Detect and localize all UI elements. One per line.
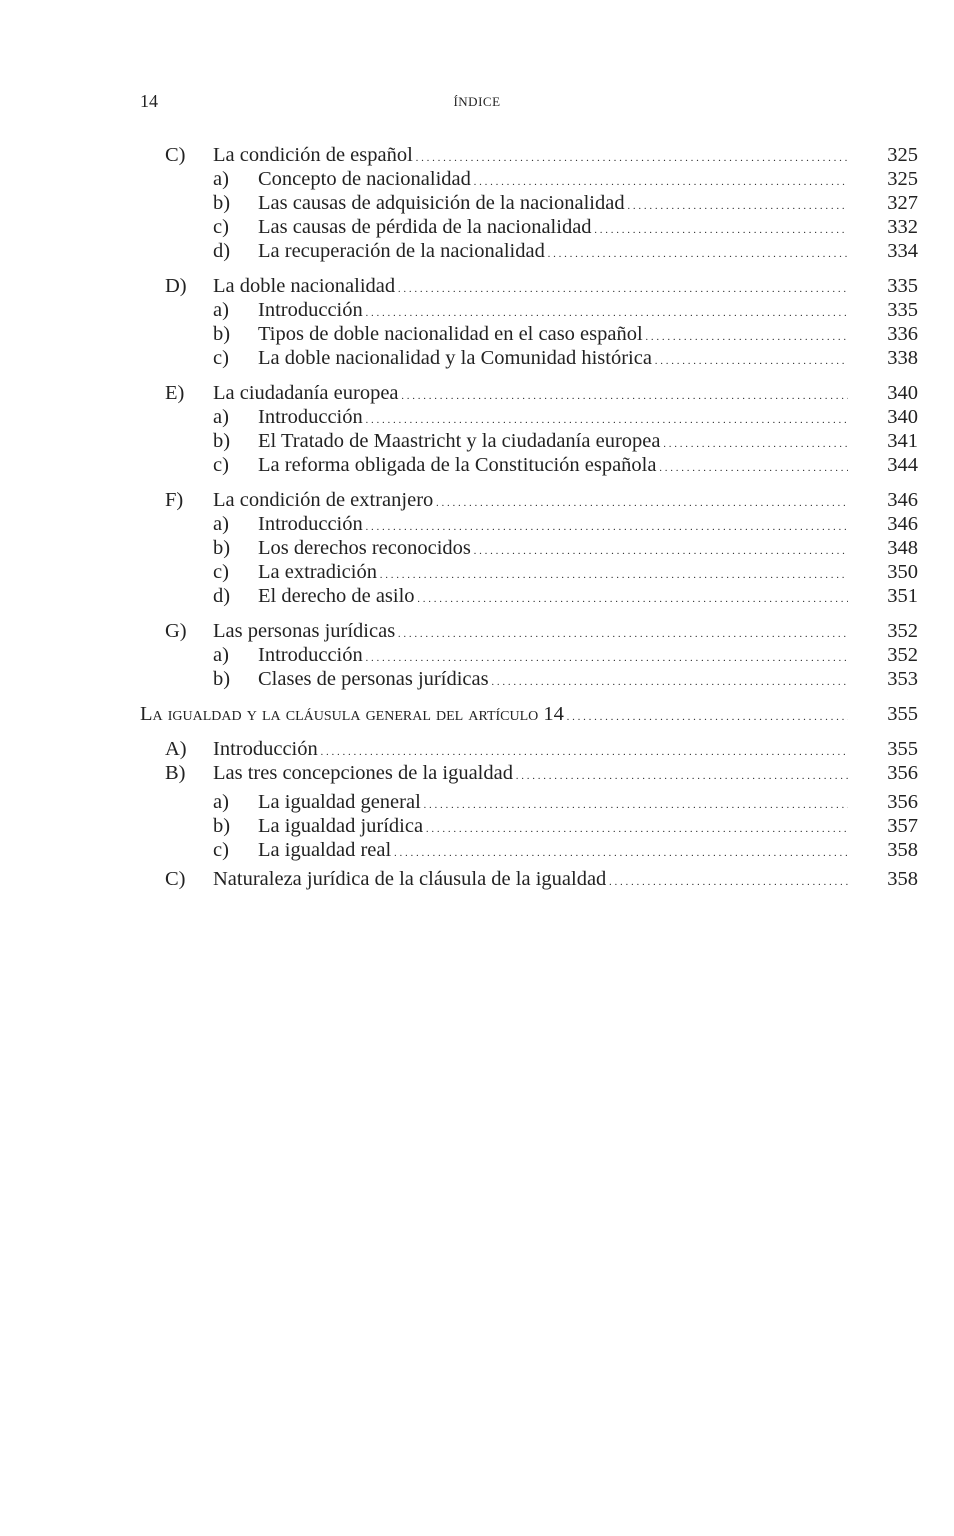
- toc-entry: [140, 215, 918, 239]
- toc-title: La doble nacionalidad y la Comunidad histórica . . .: [258, 346, 848, 373]
- toc-letter: a): [213, 513, 229, 535]
- toc-page: 356: [887, 791, 918, 813]
- toc-entry: [140, 167, 918, 191]
- toc-entry: [140, 838, 918, 862]
- toc-entry: [140, 867, 918, 891]
- toc-page: 352: [887, 644, 918, 666]
- toc-letter: a): [213, 644, 229, 666]
- toc-title: Los derechos reconocidos . . .: [258, 536, 848, 563]
- toc-entry: [140, 488, 918, 512]
- toc-letter: b): [213, 430, 231, 452]
- table-of-contents: [140, 143, 918, 891]
- toc-chapter-entry: [140, 702, 918, 726]
- toc-entry: [140, 667, 918, 691]
- toc-title: La igualdad general . . .: [258, 790, 848, 817]
- toc-entry: [140, 298, 918, 322]
- toc-letter: b): [213, 537, 231, 559]
- toc-entry: [140, 512, 918, 536]
- toc-letter: D): [165, 275, 187, 297]
- toc-letter: F): [165, 489, 184, 511]
- toc-entry: [140, 429, 918, 453]
- toc-letter: a): [213, 791, 229, 813]
- toc-entry: [140, 536, 918, 560]
- toc-entry: [140, 191, 918, 215]
- toc-chapter-title: La igualdad y la cláusula general del artículo 14 . . .: [140, 702, 848, 729]
- toc-entry: [140, 405, 918, 429]
- toc-title: Introducción . . .: [258, 298, 848, 325]
- toc-letter: c): [213, 839, 229, 861]
- toc-title: La recuperación de la nacionalidad . . .: [258, 239, 848, 266]
- toc-title: Las personas jurídicas . . .: [213, 619, 848, 646]
- toc-page: 357: [887, 815, 918, 837]
- toc-entry: [140, 761, 918, 785]
- toc-title: La igualdad jurídica . . .: [258, 814, 848, 841]
- toc-letter: b): [213, 192, 231, 214]
- toc-title: Introducción . . .: [213, 737, 848, 764]
- toc-letter: c): [213, 561, 229, 583]
- toc-letter: c): [213, 347, 229, 369]
- toc-entry: [140, 790, 918, 814]
- toc-letter: d): [213, 585, 231, 607]
- toc-page: 346: [887, 489, 918, 511]
- toc-letter: c): [213, 454, 229, 476]
- toc-page: 346: [887, 513, 918, 535]
- toc-page: 350: [887, 561, 918, 583]
- toc-page: 332: [887, 216, 918, 238]
- toc-entry: [140, 814, 918, 838]
- toc-title: La ciudadanía europea . . .: [213, 381, 848, 408]
- toc-page: 335: [887, 299, 918, 321]
- toc-letter: G): [165, 620, 187, 642]
- toc-title: Introducción . . .: [258, 643, 848, 670]
- toc-page: 334: [887, 240, 918, 262]
- toc-entry: [140, 643, 918, 667]
- toc-title: El Tratado de Maastricht y la ciudadanía europea . . .: [258, 429, 848, 456]
- toc-entry: [140, 346, 918, 370]
- toc-page: 335: [887, 275, 918, 297]
- toc-entry: [140, 737, 918, 761]
- toc-letter: b): [213, 815, 231, 837]
- toc-title: La doble nacionalidad . . .: [213, 274, 848, 301]
- toc-page: 338: [887, 347, 918, 369]
- toc-title: La igualdad real . . .: [258, 838, 848, 865]
- toc-title: Tipos de doble nacionalidad en el caso español . . .: [258, 322, 848, 349]
- toc-page: 327: [887, 192, 918, 214]
- toc-page: 348: [887, 537, 918, 559]
- toc-letter: c): [213, 216, 229, 238]
- toc-page: 325: [887, 144, 918, 166]
- toc-entry: [140, 322, 918, 346]
- toc-title: La reforma obligada de la Constitución española . . .: [258, 453, 848, 480]
- toc-page: 341: [887, 430, 918, 452]
- toc-page: 352: [887, 620, 918, 642]
- toc-title: Las causas de pérdida de la nacionalidad . . .: [258, 215, 848, 242]
- toc-title: Introducción . . .: [258, 512, 848, 539]
- toc-page: 351: [887, 585, 918, 607]
- toc-letter: b): [213, 668, 231, 690]
- toc-entry: [140, 143, 918, 167]
- toc-title: Concepto de nacionalidad . . .: [258, 167, 848, 194]
- toc-title: Clases de personas jurídicas . . .: [258, 667, 848, 694]
- toc-letter: B): [165, 762, 186, 784]
- toc-title: La extradición . . .: [258, 560, 848, 587]
- toc-title: La condición de extranjero . . .: [213, 488, 848, 515]
- toc-letter: a): [213, 406, 229, 428]
- toc-entry: [140, 619, 918, 643]
- toc-letter: C): [165, 144, 186, 166]
- toc-letter: b): [213, 323, 231, 345]
- toc-page: 358: [887, 868, 918, 890]
- toc-page: 340: [887, 406, 918, 428]
- toc-entry: [140, 584, 918, 608]
- toc-page: 340: [887, 382, 918, 404]
- running-head: ÍNDICE: [453, 94, 501, 109]
- toc-page: 355: [887, 703, 918, 725]
- toc-page: 355: [887, 738, 918, 760]
- toc-title: La condición de español . . .: [213, 143, 848, 170]
- toc-page: 356: [887, 762, 918, 784]
- toc-entry: [140, 239, 918, 263]
- toc-page: 336: [887, 323, 918, 345]
- toc-title: Las tres concepciones de la igualdad . . .: [213, 761, 848, 788]
- toc-title: Las causas de adquisición de la nacionalidad . . .: [258, 191, 848, 218]
- toc-letter: a): [213, 168, 229, 190]
- toc-entry: [140, 381, 918, 405]
- toc-page: 353: [887, 668, 918, 690]
- toc-letter: d): [213, 240, 231, 262]
- toc-entry: [140, 560, 918, 584]
- toc-title: Naturaleza jurídica de la cláusula de la igualdad . . .: [213, 867, 848, 894]
- toc-page: 344: [887, 454, 918, 476]
- toc-letter: A): [165, 738, 187, 760]
- toc-letter: C): [165, 868, 186, 890]
- toc-page: 358: [887, 839, 918, 861]
- page-number: 14: [140, 91, 158, 111]
- toc-letter: E): [165, 382, 185, 404]
- toc-page: 325: [887, 168, 918, 190]
- toc-entry: [140, 274, 918, 298]
- toc-title: El derecho de asilo . . .: [258, 584, 848, 611]
- toc-entry: [140, 453, 918, 477]
- toc-title: Introducción . . .: [258, 405, 848, 432]
- toc-letter: a): [213, 299, 229, 321]
